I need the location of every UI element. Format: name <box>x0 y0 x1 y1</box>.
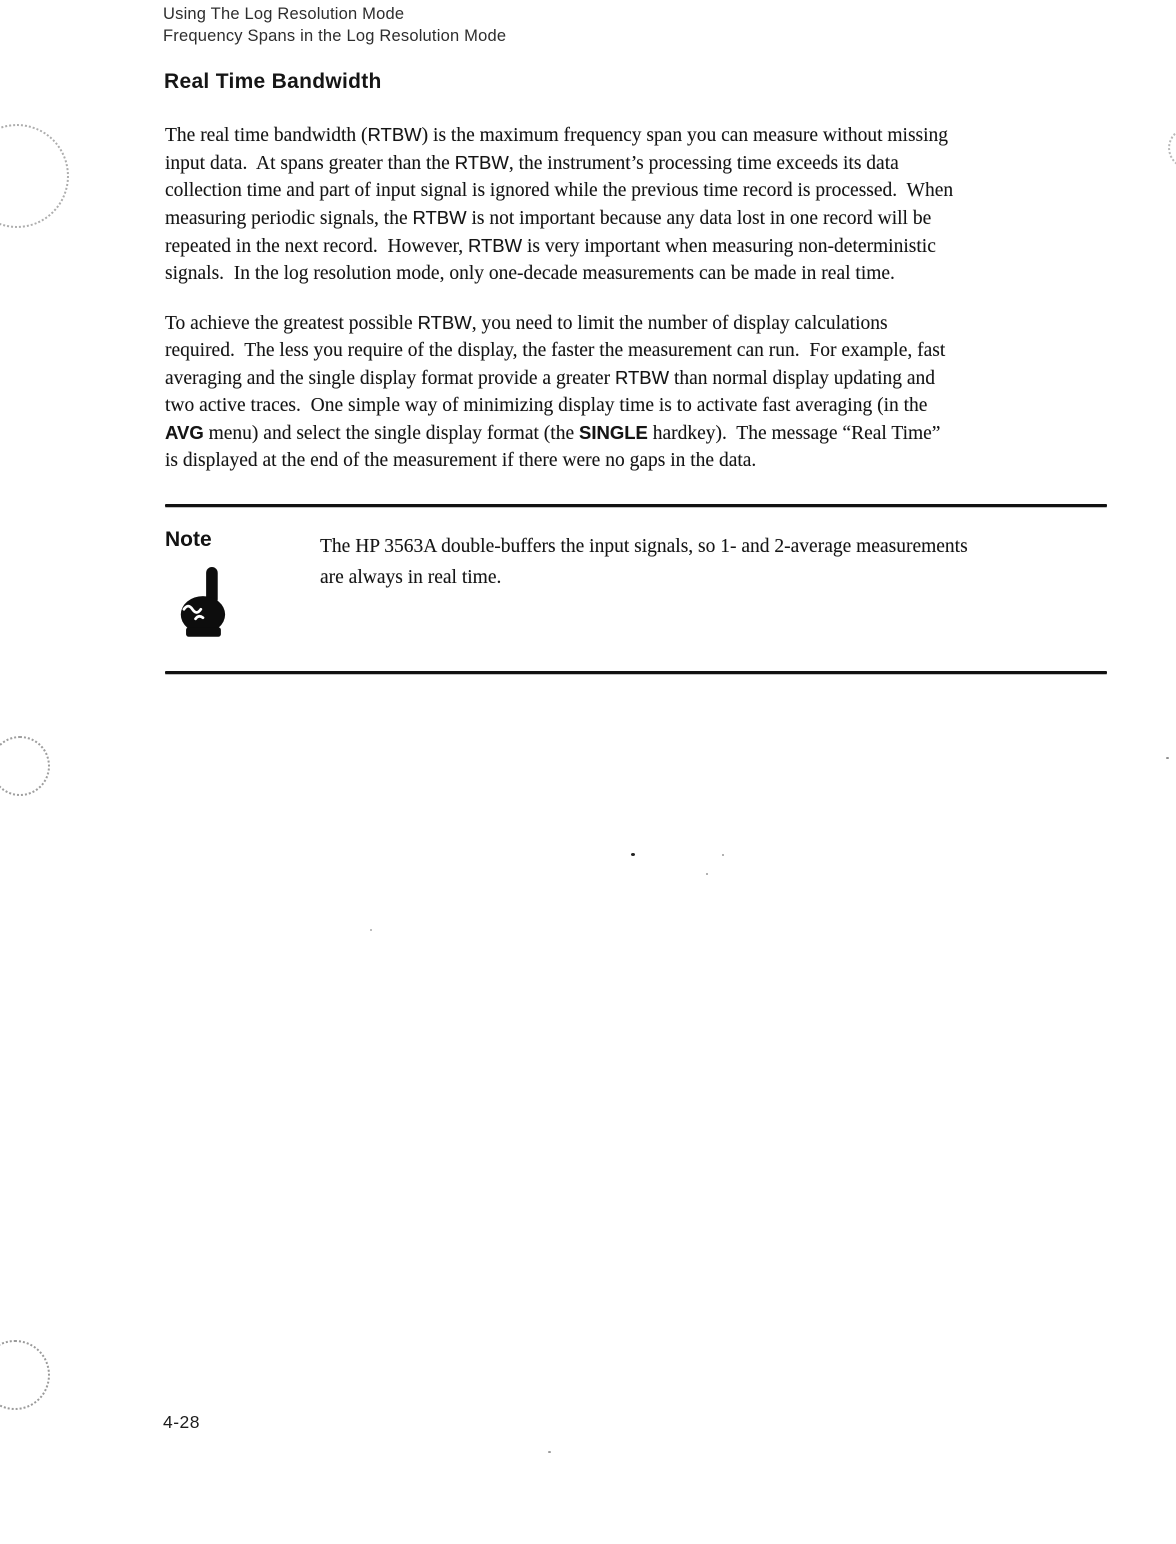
paragraph-rtbw-intro <box>165 121 953 287</box>
text-line: is displayed at the end of the measurement if there were no gaps in the data. <box>165 450 757 471</box>
scan-artifact-circle <box>0 1340 50 1410</box>
text-line: To achieve the greatest possible RTBW, you need to limit the number of display calculations <box>165 312 888 334</box>
running-header-line-2: Frequency Spans in the Log Resolution Mode <box>163 27 507 45</box>
scan-speck <box>631 853 635 856</box>
text-line: signals. In the log resolution mode, only one-decade measurements can be made in real time. <box>165 263 895 284</box>
text-line: repeated in the next record. However, RTBW is very important when measuring non-deterministic <box>165 235 936 257</box>
scan-artifact-circle <box>0 736 50 796</box>
scan-speck <box>1166 757 1169 759</box>
scan-speck <box>706 873 708 875</box>
running-header <box>163 3 506 47</box>
text-line: averaging and the single display format provide a greater RTBW than normal display updating and <box>165 367 936 389</box>
text-line: The HP 3563A double-buffers the input signals, so 1- and 2-average measurements <box>320 536 968 557</box>
text-line: measuring periodic signals, the RTBW is not important because any data lost in one record will be <box>165 207 932 229</box>
text-line: required. The less you require of the display, the faster the measurement can run. For example, fast <box>165 340 946 361</box>
note-divider-top <box>165 504 1107 507</box>
scan-artifact-circle <box>1168 127 1176 169</box>
scan-speck <box>548 1451 551 1453</box>
text-line: The real time bandwidth (RTBW) is the maximum frequency span you can measure without missing <box>165 124 949 146</box>
text-line: are always in real time. <box>320 567 502 588</box>
text-line: collection time and part of input signal is ignored while the previous time record is processed. When <box>165 180 954 201</box>
scan-speck <box>370 929 372 931</box>
note-label: Note <box>165 528 212 551</box>
page-number: 4-28 <box>163 1412 201 1432</box>
scan-artifact-circle <box>0 124 69 228</box>
text-line: input data. At spans greater than the RTBW, the instrument’s processing time exceeds its data <box>165 152 899 174</box>
pointing-hand-icon <box>172 566 236 642</box>
note-divider-bottom <box>165 671 1107 674</box>
note-text <box>320 531 968 593</box>
text-line: AVG menu) and select the single display format (the SINGLE hardkey). The message “Real Time” <box>165 422 941 444</box>
text-line: two active traces. One simple way of minimizing display time is to activate fast averaging (in the <box>165 395 928 416</box>
running-header-line-1: Using The Log Resolution Mode <box>163 5 405 23</box>
section-title: Real Time Bandwidth <box>164 70 382 93</box>
scan-speck <box>722 854 724 856</box>
paragraph-rtbw-tips <box>165 309 945 474</box>
